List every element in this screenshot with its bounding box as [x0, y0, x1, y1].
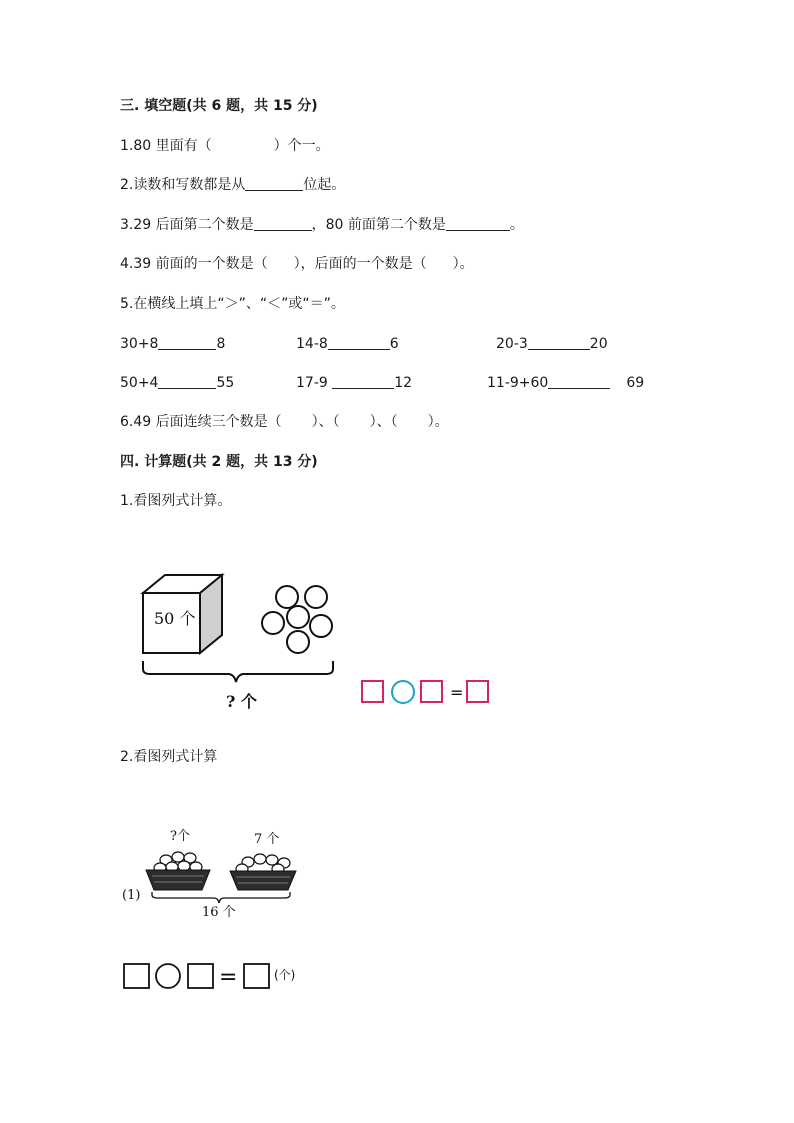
total-label: 16 个	[202, 905, 236, 920]
answer-square[interactable]	[467, 681, 488, 702]
question-number: 4.	[120, 256, 134, 272]
section-3-heading: 三. 填空题(共 6 题，共 15 分)	[120, 98, 318, 114]
question-text-pre: 49 后面连续三个数是（	[133, 414, 282, 430]
question-text-mid: ），后面的一个数是（	[293, 256, 427, 272]
brace	[143, 661, 333, 682]
question-text-post: ）。	[452, 256, 474, 272]
question-4	[120, 254, 474, 274]
answer-equation-1	[361, 679, 493, 707]
question-number: 6.	[120, 414, 134, 430]
compare-blank[interactable]	[332, 374, 394, 389]
compare-right: 12	[394, 375, 413, 391]
question-text: 在横线上填上“＞”、“＜”或“＝”。	[133, 296, 345, 312]
question-5	[120, 294, 345, 314]
question-text: 看图列式计算	[133, 749, 218, 765]
question-1	[120, 136, 330, 156]
compare-blank[interactable]	[158, 374, 216, 389]
circle	[262, 612, 284, 634]
compare-blank[interactable]	[328, 335, 390, 350]
calc-question-2	[120, 747, 217, 767]
answer-square[interactable]	[421, 681, 442, 702]
compare-left: 30+8	[120, 336, 159, 352]
question-text-pre: 29 后面第二个数是	[133, 217, 254, 233]
question-text-pre: 80 里面有（	[133, 138, 212, 154]
question-number: 1.	[120, 138, 134, 154]
part-label: (1)	[122, 888, 141, 903]
operator-circle[interactable]	[392, 681, 414, 703]
question-text: 看图列式计算。	[133, 493, 232, 509]
answer-equation-2	[123, 962, 313, 992]
compare-item	[120, 334, 225, 354]
question-number: 5.	[120, 296, 134, 312]
right-basket-label: 7 个	[254, 832, 280, 847]
compare-right: 6	[389, 336, 399, 352]
question-text-pre: 读数和写数都是从	[133, 177, 246, 193]
compare-item	[120, 373, 234, 393]
compare-item	[487, 373, 644, 393]
figure-cube-circles	[130, 565, 350, 715]
right-basket	[230, 854, 296, 890]
question-number: 2.	[120, 177, 134, 193]
compare-left: 11-9+60	[487, 375, 549, 391]
compare-right: 20	[589, 336, 608, 352]
compare-item	[296, 334, 399, 354]
compare-item	[496, 334, 608, 354]
circle	[287, 606, 309, 628]
circle-group	[262, 586, 332, 653]
equals-sign: =	[450, 683, 464, 702]
answer-blank[interactable]	[245, 176, 303, 191]
question-text-post: 。	[509, 217, 524, 233]
compare-left: 14-8	[296, 336, 328, 352]
figure-baskets	[118, 822, 318, 922]
circle	[305, 586, 327, 608]
answer-square[interactable]	[188, 964, 213, 988]
answer-square[interactable]	[362, 681, 383, 702]
equals-sign: =	[219, 965, 238, 990]
cube-label: 50 个	[154, 609, 196, 628]
compare-left: 50+4	[120, 375, 159, 391]
circle	[287, 631, 309, 653]
answer-square[interactable]	[124, 964, 149, 988]
unit-label: (个)	[274, 968, 296, 982]
circle	[310, 615, 332, 637]
question-text-post: ）个一。	[273, 138, 330, 154]
question-text-pre: 39 前面的一个数是（	[133, 256, 268, 272]
question-2	[120, 175, 345, 195]
brace	[152, 892, 290, 903]
compare-left: 20-3	[496, 336, 528, 352]
compare-blank[interactable]	[528, 335, 590, 350]
compare-blank[interactable]	[158, 335, 216, 350]
question-text-post: ）。	[427, 414, 449, 430]
answer-blank[interactable]	[254, 216, 312, 231]
question-text-sep: ）、（	[311, 414, 340, 430]
compare-item	[296, 373, 412, 393]
operator-circle[interactable]	[156, 964, 180, 988]
circle	[276, 586, 298, 608]
total-label: ? 个	[226, 692, 257, 711]
calc-question-1	[120, 491, 231, 511]
compare-right: 8	[216, 336, 226, 352]
question-3	[120, 215, 524, 235]
section-4-heading: 四. 计算题(共 2 题，共 13 分)	[120, 454, 318, 470]
compare-blank[interactable]	[548, 374, 610, 389]
question-number: 2.	[120, 749, 134, 765]
compare-right: 55	[216, 375, 235, 391]
compare-left: 17-9	[296, 375, 333, 391]
question-text-sep: ）、（	[369, 414, 398, 430]
question-number: 1.	[120, 493, 134, 509]
left-basket	[146, 852, 210, 890]
question-text-post: 位起。	[303, 177, 346, 193]
question-number: 3.	[120, 217, 134, 233]
answer-blank[interactable]	[446, 216, 510, 231]
left-basket-label: ?个	[170, 829, 190, 844]
question-6	[120, 412, 449, 432]
answer-square[interactable]	[244, 964, 269, 988]
question-text-mid: ，80 前面第二个数是	[311, 217, 446, 233]
compare-right: 69	[626, 375, 645, 391]
